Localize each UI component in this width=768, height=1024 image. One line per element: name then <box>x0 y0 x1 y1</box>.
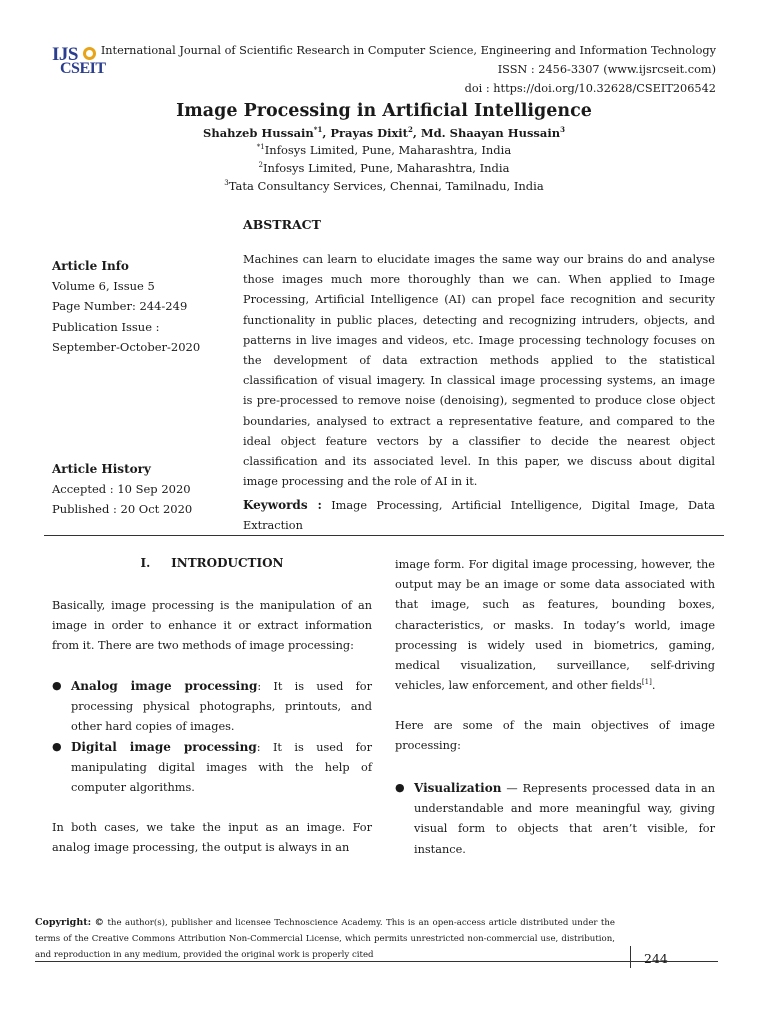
abstract-text: Machines can learn to elucidate images the same way our brains do and analyse those images much more thoroughly than we can. When applied to Image Processing, Artificial Intelligence (AI) can propel face recognition and security functionality in public places, detecting and recognizing intruders, objects, and patterns in live images and videos, etc. Image processing technology focuses on the development of data extraction methods applied to the statistical classification of visual imagery. In classical image processing systems, an image is pre-processed to remove noise (denoising), segmented to produce close object boundaries, analysed to extract a representative feature, and compared to the ideal object feature vectors by a classifier to decide the nearest object classification and its associated level. In this paper, we discuss about digital image processing and the role of AI in it. <box>243 253 715 489</box>
keywords <box>243 495 715 536</box>
article-history <box>52 459 192 520</box>
affiliation <box>0 161 768 175</box>
bullet-icon: ● <box>52 740 62 753</box>
author-name: Md. Shaayan Hussain <box>420 126 561 140</box>
bullet-icon: ● <box>395 781 405 794</box>
author-name: Shahzeb Hussain <box>203 126 314 140</box>
author-sup: 3 <box>560 125 565 135</box>
article-pages: Page Number: 244-249 <box>52 299 188 314</box>
logo-text-top: IJS <box>52 44 78 65</box>
author-sup: 2 <box>407 125 413 135</box>
bullet-term: Analog image processing <box>71 679 258 693</box>
author-name: Prayas Dixit <box>330 126 408 140</box>
publication-issue-label: Publication Issue : <box>52 319 160 334</box>
section-divider <box>44 535 724 536</box>
journal-issn: ISSN : 2456-3307 (www.ijsrcseit.com) <box>497 63 716 76</box>
intro-paragraph: Here are some of the main objectives of image processing: <box>395 719 715 753</box>
copyright-text: the author(s), publisher and licensee Technoscience Academy. This is an open-access article distributed under the terms of the Creative Commons Attribution Non-Commercial License, which permits unrestricted non-commercial use, distribution, and reproduction in any medium, provided the original work is properly cited <box>35 918 615 960</box>
logo-ring-icon <box>83 47 96 60</box>
bullet-visualization <box>395 778 715 860</box>
keywords-text: Image Processing, Artificial Intelligence, Digital Image, Data Extraction <box>243 499 716 533</box>
copyright-icon: © <box>94 917 105 928</box>
affiliation-text: Infosys Limited, Pune, Maharashtra, India <box>263 161 510 175</box>
paragraph-end: . <box>651 679 656 693</box>
paragraph-text: image form. For digital image processing, however, the output may be an image or some data associated with that image, such as features, bounding boxes, characteristics, or masks. In today’s world, image processing is widely used in biometrics, gaming, medical visualization, surveillance, self-driving vehicles, law enforcement, and other fields <box>395 558 715 693</box>
article-info-heading: Article Info <box>52 259 129 273</box>
bullet-term: Visualization <box>414 781 502 795</box>
affiliation-sup: *1 <box>256 143 265 152</box>
keywords-label: Keywords : <box>243 498 322 512</box>
intro-paragraph: In both cases, we take the input as an image. For analog image processing, the output is always in an <box>52 821 372 855</box>
article-info <box>52 256 200 357</box>
intro-heading: I. INTRODUCTION <box>140 556 284 570</box>
article-history-heading: Article History <box>52 462 151 476</box>
author-sup: *1 <box>313 125 323 135</box>
affiliation-text: Infosys Limited, Pune, Maharashtra, India <box>264 143 512 157</box>
bullet-text: : It is used for processing physical photographs, printouts, and other hard copies of images. <box>71 680 372 734</box>
bullet-term: Digital image processing <box>71 740 257 754</box>
journal-name: International Journal of Scientific Research in Computer Science, Engineering and Information Technology <box>100 44 716 57</box>
affiliation-sup: 2 <box>258 161 264 170</box>
citation-link[interactable]: [1] <box>641 678 652 687</box>
bullet-digital <box>52 737 372 799</box>
footer-divider <box>35 961 630 962</box>
article-accepted: Accepted : 10 Sep 2020 <box>52 482 191 497</box>
logo-text-bottom: CSEIT <box>60 60 106 77</box>
affiliation <box>0 143 768 157</box>
page-number-box <box>630 946 718 968</box>
affiliation <box>0 179 768 193</box>
publication-issue: September-October-2020 <box>52 339 201 354</box>
article-volume: Volume 6, Issue 5 <box>52 279 155 294</box>
paper-title: Image Processing in Artificial Intelligence <box>176 101 592 121</box>
author-list: Shahzeb Hussain$^{*1}$, Prayas Dixit$^2$, Md. Shaayan Hussain$^3$ <box>203 125 565 140</box>
affiliation-text: Tata Consultancy Services, Chennai, Tamilnadu, India <box>228 179 544 193</box>
intro-paragraph <box>395 555 715 696</box>
affiliation-sup: 3 <box>224 179 229 188</box>
page-number: 244 <box>644 951 668 966</box>
bullet-text: — Represents processed data in an understandable and more meaningful way, giving visual form to objects that aren’t visible, for instance. <box>414 782 715 856</box>
journal-doi[interactable]: doi : https://doi.org/10.32628/CSEIT206542 <box>464 82 716 95</box>
bullet-analog <box>52 676 372 738</box>
copyright-notice <box>35 915 615 963</box>
bullet-icon: ● <box>52 679 62 692</box>
article-published: Published : 20 Oct 2020 <box>52 502 193 517</box>
copyright-label: Copyright: <box>35 917 92 928</box>
bullet-text: : It is used for manipulating digital images with the help of computer algorithms. <box>71 741 372 795</box>
abstract-heading: ABSTRACT <box>243 217 321 232</box>
intro-paragraph: Basically, image processing is the manipulation of an image in order to enhance it or extract information from it. There are two methods of image processing: <box>52 599 372 653</box>
